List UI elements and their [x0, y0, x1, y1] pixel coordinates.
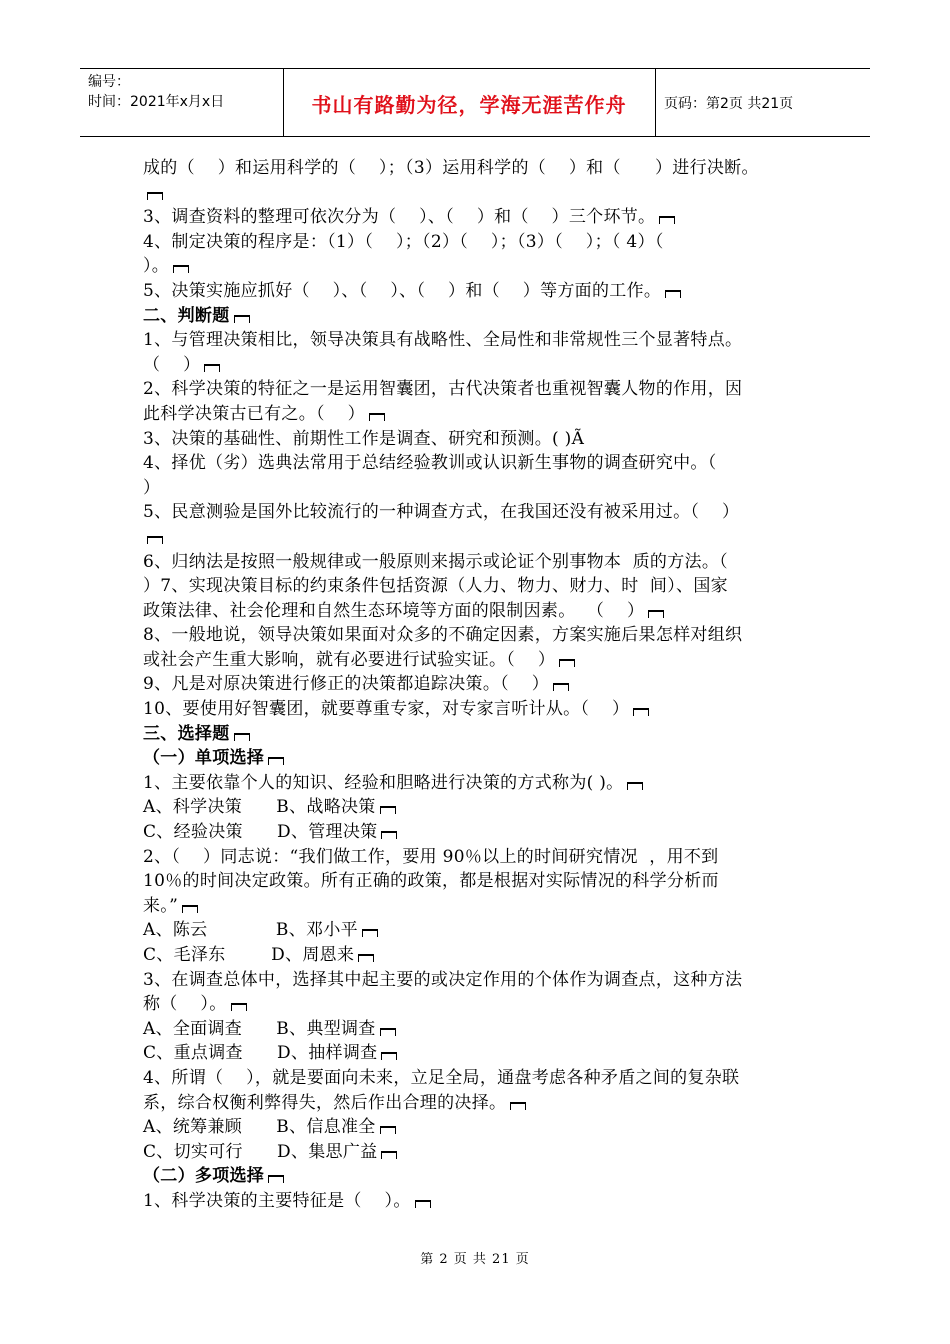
- line-text: （ ）: [143, 354, 201, 375]
- document-body: [143, 156, 811, 1214]
- paragraph-mark-icon: [380, 1028, 396, 1036]
- line-text: 5、决策实施应抓好（ ）、（ ）、（ ）和（ ）等方面的工作。: [143, 280, 662, 301]
- text-line: [143, 795, 811, 820]
- paragraph-mark-icon: [380, 1126, 396, 1134]
- text-line: [143, 550, 811, 575]
- text-line: [143, 697, 811, 722]
- line-text: （二）多项选择: [143, 1166, 265, 1187]
- header-motto: 书山有路勤为径，学海无涯苦作舟: [311, 93, 627, 117]
- paragraph-mark-icon: [268, 1175, 284, 1183]
- text-line: [143, 156, 811, 181]
- text-line: [143, 869, 811, 894]
- paragraph-mark-icon: [231, 1003, 247, 1011]
- paragraph-mark-icon: [648, 610, 664, 618]
- text-line: [143, 1091, 811, 1116]
- paragraph-mark-icon: [147, 536, 163, 544]
- paragraph-mark-icon: [633, 708, 649, 716]
- paragraph-mark-icon: [510, 1102, 526, 1110]
- paragraph-mark-icon: [381, 831, 397, 839]
- line-text: （一）单项选择: [143, 748, 265, 769]
- text-line: [143, 968, 811, 993]
- paragraph-mark-icon: [204, 364, 220, 372]
- text-line: [143, 943, 811, 968]
- text-line: [143, 722, 811, 747]
- paragraph-mark-icon: [362, 929, 378, 937]
- text-line: [143, 1041, 811, 1066]
- paragraph-mark-icon: [380, 806, 396, 814]
- paragraph-mark-icon: [415, 1200, 431, 1208]
- line-text: ）: [143, 477, 161, 498]
- text-line: [143, 992, 811, 1017]
- paragraph-mark-icon: [381, 1151, 397, 1159]
- text-line: [143, 525, 811, 550]
- text-line: [143, 918, 811, 943]
- text-line: [143, 402, 811, 427]
- line-text: A、全面调查 B、典型调查: [143, 1018, 376, 1039]
- line-text: ）7、实现决策目标的约束条件包括资源（人力、物力、财力、时 间）、国家: [143, 576, 728, 597]
- line-text: 系，综合权衡利弊得失，然后作出合理的决择。: [143, 1092, 507, 1113]
- paragraph-mark-icon: [268, 757, 284, 765]
- line-text: 6、归纳法是按照一般规律或一般原则来揭示或论证个别事物本 质的方法。（: [143, 551, 728, 572]
- text-line: [143, 574, 811, 599]
- line-text: C、重点调查 D、抽样调查: [143, 1043, 378, 1064]
- paragraph-mark-icon: [182, 905, 198, 913]
- text-line: [143, 181, 811, 206]
- line-text: C、切实可行 D、集思广益: [143, 1141, 378, 1162]
- line-text: 3、调查资料的整理可依次分为（ ）、（ ）和（ ）三个环节。: [143, 207, 656, 228]
- text-line: [143, 279, 811, 304]
- line-text: C、毛泽东 D、周恩来: [143, 945, 355, 965]
- line-text: 三、选择题: [143, 723, 230, 744]
- text-line: [143, 599, 811, 624]
- text-line: [143, 1140, 811, 1165]
- text-line: [143, 1189, 811, 1214]
- paragraph-mark-icon: [234, 733, 250, 741]
- text-line: [143, 1066, 811, 1091]
- line-text: 2、科学决策的特征之一是运用智囊团，古代决策者也重视智囊人物的作用，因: [143, 379, 743, 400]
- line-text: 成的（ ）和运用科学的（ ）；（3）运用科学的（ ）和（ ）进行决断。: [143, 158, 759, 178]
- text-line: [143, 820, 811, 845]
- header-meta: [88, 72, 224, 112]
- line-text: 或社会产生重大影响，就有必要进行试验实证。（ ）: [143, 649, 556, 670]
- text-line: [143, 476, 811, 501]
- line-text: C、经验决策 D、管理决策: [143, 822, 378, 843]
- document-header: [80, 68, 870, 137]
- paragraph-mark-icon: [553, 683, 569, 691]
- text-line: [143, 771, 811, 796]
- line-text: 9、凡是对原决策进行修正的决策都追踪决策。（ ）: [143, 674, 550, 695]
- line-text: 5、民意测验是国外比较流行的一种调查方式，在我国还没有被采用过。（ ）: [143, 502, 740, 523]
- paragraph-mark-icon: [659, 216, 675, 224]
- line-text: 1、与管理决策相比，领导决策具有战略性、全局性和非常规性三个显著特点。: [143, 330, 743, 351]
- text-line: [143, 894, 811, 919]
- line-text: 10％的时间决定政策。所有正确的政策，都是根据对实际情况的科学分析而: [143, 871, 719, 892]
- line-text: 二、判断题: [143, 305, 230, 326]
- text-line: [143, 328, 811, 353]
- line-text: 1、主要依靠个人的知识、经验和胆略进行决策的方式称为( )。: [143, 772, 624, 793]
- text-line: [143, 648, 811, 673]
- text-line: [143, 205, 811, 230]
- line-text: 4、择优（劣）选典法常用于总结经验教训或认识新生事物的调查研究中。（: [143, 453, 717, 474]
- text-line: [143, 377, 811, 402]
- line-text: ）。: [143, 256, 170, 277]
- text-line: [143, 427, 811, 452]
- text-line: [143, 254, 811, 279]
- text-line: [143, 746, 811, 771]
- line-text: 10、要使用好智囊团，就要尊重专家，对专家言听计从。（ ）: [143, 699, 630, 720]
- text-line: [143, 672, 811, 697]
- line-text: A、陈云 B、邓小平: [143, 920, 358, 941]
- text-line: [143, 230, 811, 255]
- text-line: [143, 1017, 811, 1042]
- paragraph-mark-icon: [234, 315, 250, 323]
- text-line: [143, 1115, 811, 1140]
- paragraph-mark-icon: [627, 782, 643, 790]
- line-text: 1、科学决策的主要特征是（ ）。: [143, 1190, 411, 1211]
- line-text: 此科学决策古已有之。（ ）: [143, 403, 365, 424]
- line-text: 8、一般地说，领导决策如果面对众多的不确定因素，方案实施后果怎样对组织: [143, 625, 743, 646]
- paragraph-mark-icon: [147, 192, 163, 200]
- header-page-info: 页码：第2页 共21页: [664, 96, 794, 112]
- text-line: [143, 353, 811, 378]
- paragraph-mark-icon: [173, 265, 189, 273]
- line-text: 3、在调查总体中，选择其中起主要的或决定作用的个体作为调查点，这种方法: [143, 969, 743, 990]
- line-text: A、统筹兼顾 B、信息准全: [143, 1117, 376, 1138]
- header-divider: [655, 69, 656, 136]
- line-text: 2、（ ）同志说：“我们做工作，要用 90％以上的时间研究情况 ，用不到: [143, 846, 719, 867]
- line-text: 4、制定决策的程序是：（1）（ ）；（2）（ ）；（3）（ ）；（ 4）（: [143, 231, 664, 252]
- line-text: 3、决策的基础性、前期性工作是调查、研究和预测。( )Ã: [143, 428, 585, 449]
- text-line: [143, 1164, 811, 1189]
- date-line: 时间：2021年x月x日: [88, 94, 225, 110]
- text-line: [143, 451, 811, 476]
- text-line: [143, 304, 811, 329]
- paragraph-mark-icon: [559, 659, 575, 667]
- paragraph-mark-icon: [381, 1052, 397, 1060]
- page-footer: 第 2 页 共 21 页: [420, 1252, 530, 1267]
- paragraph-mark-icon: [358, 954, 374, 962]
- paragraph-mark-icon: [369, 413, 385, 421]
- text-line: [143, 623, 811, 648]
- paragraph-mark-icon: [665, 290, 681, 298]
- line-text: A、科学决策 B、战略决策: [143, 797, 376, 818]
- line-text: 来。”: [143, 895, 179, 916]
- text-line: [143, 500, 811, 525]
- text-line: [143, 845, 811, 870]
- number-label: 编号：: [88, 74, 130, 90]
- line-text: 称（ ）。: [143, 994, 227, 1015]
- line-text: 政策法律、社会伦理和自然生态环境等方面的限制因素。 （ ）: [143, 600, 645, 621]
- line-text: 4、所谓（ ），就是要面向未来，立足全局，通盘考虑各种矛盾之间的复杂联: [143, 1067, 740, 1088]
